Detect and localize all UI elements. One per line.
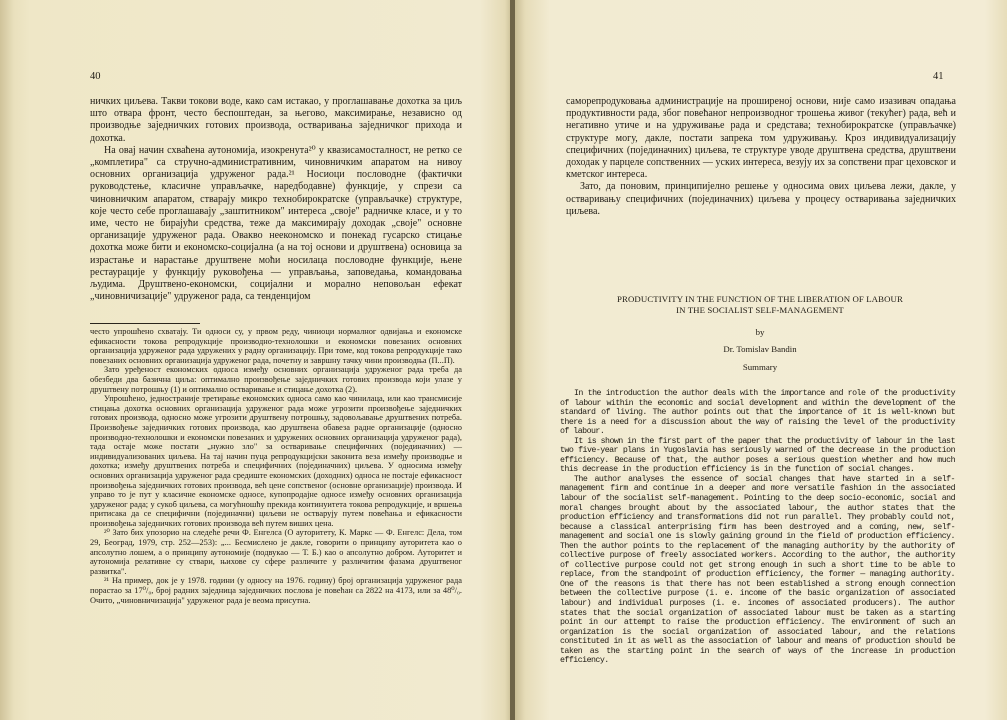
left-footnotes	[90, 327, 462, 605]
footnote-divider	[90, 323, 200, 324]
footnote-paragraph: Зато уређеност економских односа између основних организација удруженог рада треба да обезбеди два базична циља: оптимално произвођење заједничких готових производа који улазе у друштвену потрошњу (1) и оптимално остваривање и стицање дохотка (2).	[90, 365, 462, 394]
footnote-21: ²¹ На пример, док је у 1978. години (у односу на 1976. годину) број организација удруженог рада порастао за 17⁰/₀, број радних заједница заједничких послова је повећан са 2822 на 4173, или за 48⁰/₀. Очито, „чиновничизација" удруженог рада је веома присутна.	[90, 576, 462, 605]
summary-paragraph-3: The author analyses the essence of social changes that have started in a self-management firm and continue in a deeper and more versatile fashion in the associated labour of the socialist self-management. Pointing to the deep socio-economic, social and moral changes brought about by the associated labour, the author states that the production efficiency and transformations did not run parallel. They probably could not, because a classical anterprising firm has been destroyed and a coming, new, self-management and social one is slowly gaining ground in the field of production efficiency. Then the author points to the replacement of the managing authority by the authority of collective purpose of freely associated workers. According to the author, the authority of collective purpose could not get strong enough in such a short time to be able to replace, from the standpoint of production efficiency, the former — managing authority. One of the reasons is that there has not been established a strong enough connection between the collective purpose (i. e. income of the basic organization of associated labour) and individual purposes (i. e. incomes of associated producers). The author states that the social organization of associated labour must be taken as a starting point in our attempt to raise the production efficiency. The environment of such an organization is the social organization of associated labour, and the relations constituted in it as well as the association of labour and means of production should be taken as the starting point in the search of ways of the increase in production efficiency.	[560, 474, 955, 666]
footnote-continued: често упрошћено схватају. Ти односи су, у првом реду, чиниоци нормалног одвијања и економске ефикасности токова репродукције производно-технолошки и економски повезаних основних организација удруженог рада удружених у радну организацију. При томе, код токова репродукције тако повезаних основних организација удруженог рада, почетну и завршну тачку чини производња (П...П).	[90, 327, 462, 365]
page-number-left: 40	[90, 71, 101, 82]
article-title	[555, 294, 965, 316]
title-line-2: IN THE SOCIALIST SELF-MANAGEMENT	[676, 305, 844, 315]
title-line-1: PRODUCTIVITY IN THE FUNCTION OF THE LIBERATION OF LABOUR	[617, 294, 903, 304]
summary-text	[560, 389, 955, 666]
byline-by: by	[755, 327, 765, 337]
summary-paragraph-2: It is shown in the first part of the paper that the productivity of labour in the last two five-year plans in Yugoslavia has seriously warned of the decrease in the production efficiency. Because of that, the author poses a serious question whether and how much this decrease in the production efficiency is in the function of social changes.	[560, 436, 955, 475]
summary-heading: Summary	[742, 362, 778, 372]
left-paragraph-1: ничких циљева. Такви токови воде, како сам истакао, у проглашавање дохотка за циљ што отвара фронт, често беспоштедан, за његово, максимирање, независно од производње заједничких готових производа, остваривања заједничког прихода и дохотка.	[90, 96, 462, 144]
right-paragraph-1: саморепродуковања администрације на проширеној основи, није само изазивач опадања продуктивности рада, због повећаног непроизводног трошења живог (текућег) рада, већ и негативно утиче и на удруживање рада и средстава; технобирократске (управљачке) структуре могу, дакле, постати запрека том удруживању. Кроз индивидуализацију специфичних (појединачних) циљева, те структуре уводе друштвена средства, друштвени доходак у парцеле сопственних — уских интереса, везују их за сопствени праг цеховског и кметског интереса.	[566, 96, 956, 181]
summary-paragraph-1: In the introduction the author deals with the importance and role of the productivity of labour within the economic and social development and within the development of the standard of living. The author points out that the importance of it is well-known but there is a need for a discussion about the way of raising the level of the productivity of labour.	[560, 389, 955, 437]
left-paragraph-2: На овај начин схваћена аутономија, изокренута²⁰ у квазисамосталност, не ретко се „комплетира" са стручно-административним, чиновничким апаратом на нивоу основних организација удруженог рада.²¹ Носиоци пословодне (фактички руководстење, класичне управљачке, наредбодавне) функције, у спрези са чиновничким апаратом, стварају микро технобирократске (управљачке) структуре, које често себе проглашавају „заштитником" интереса „своје" радничке класе, и у то име, често не бирајући средства, теже да максимирају доходак „своје" основне организације удруженог рада. Овакво неекономско и понекад гусарско стицање дохотка може бити и економско-социјална (а на тој основи и друштвена) основица за израстање и нарастање друштвене моћи носилаца пословодне функције, њене рестаурације у функцију руковођења — управљања, заповедања, командовања људима. Друштвено-економски, социјални и морално неповољан ефекат „чиновничизације" удружeног рада, са тенденцијом	[90, 144, 462, 303]
right-paragraph-2: Зато, да поновим, принципијелно решење у односима ових циљева лежи, дакле, у остваривању специфичних (појединачних) циљева у процесу остваривања заједничких циљева.	[566, 181, 956, 217]
page-number-right: 41	[933, 71, 944, 82]
footnote-paragraph: Упрошћено, једностраније третирање економских односа само као чинилаца, или као трансмисије стицања дохотка основних организација удруженог рада може угрозити произвођење заједничких готових производа, односно може угрозити друштвену потрошњу, задовољавање друштвених потреба. Произвођење заједничких готових производа, као друштвена обавеза радне организације (односно производно-технолошки и економски повезаних и удружених основних организација удруженог рада), тада остаје може постати „нужно зло" за остваривање специфичних (појединачних) — индивидуализованих циљева. На тај начин пуца репродукцијски законита веза између производње и дохотка; између друштвених потреба и специфичних (појединачних) циљева. У односима између основних организација удруженог рада средиште економских (доходних) односа не постаје ефикасност произвођења заједничких готових производа, већ цене сопственог (основне организације) производа. И управо то је пут у класичне економске односе, купопродајне односе између основних организација удруженог рада; у сукоб циљева, са могућношћу прекида континуитета токова репродукције, и вршења притисака да се специфични (појединачни) циљеви не остварују путем повећања и ефикасности произвођења заједничких готових производа већ путем виших цена.	[90, 394, 462, 528]
footnote-20: ²⁰ Зато бих упозорио на следеће речи Ф. Енгелса (О ауторитету, К. Маркс — Ф. Енгелс: Дела, том 29, Београд, 1979, стр. 252—253): „... Бесмислено је дакле, говорити о принципу ауторитета као о апсолутно лошем, а о принципу аутономије (подвукао — Т. Б.) као о апсолутно добром. Ауторитет и аутономија релативне су ствари, њихове су сфере различите у различитим фазама друштвеног развитка".	[90, 528, 462, 576]
author-name: Dr. Tomislav Bandin	[723, 344, 797, 354]
right-page	[515, 0, 1007, 720]
right-main-text	[566, 96, 956, 218]
left-main-text	[90, 96, 462, 303]
